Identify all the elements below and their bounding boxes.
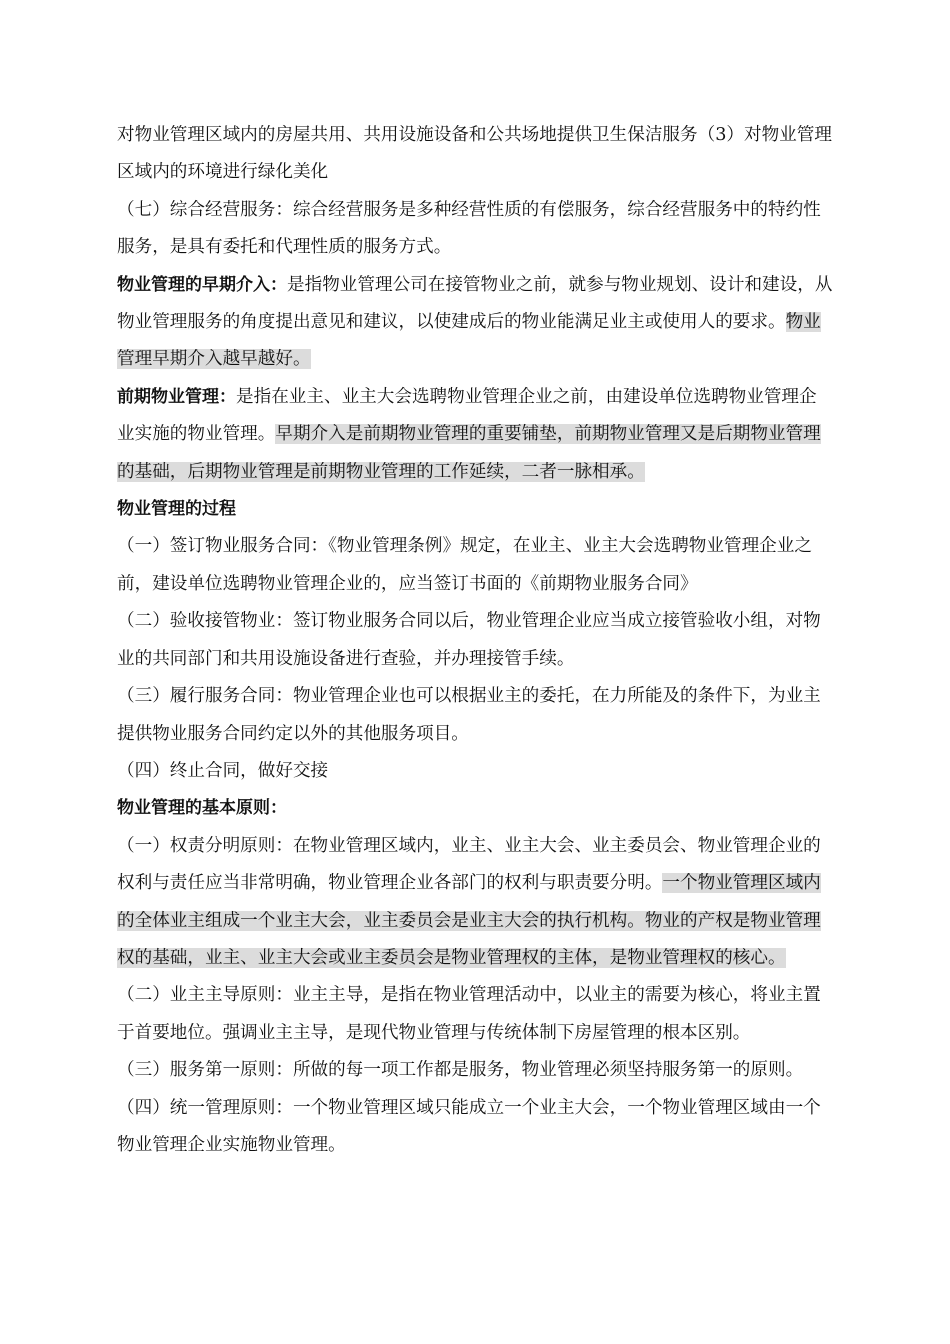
paragraph-principle-1 [117, 828, 833, 978]
paragraph-preliminary-management [117, 379, 833, 491]
paragraph-text: （四）统一管理原则：一个物业管理区域只能成立一个业主大会，一个物业管理区域由一个物业管理企业实施物业管理。 [117, 1097, 821, 1155]
paragraph-process-step-4 [117, 753, 833, 790]
paragraph-process-step-1 [117, 528, 833, 603]
paragraph-principle-3 [117, 1052, 833, 1089]
paragraph-text: （一）权责分明原则：在物业管理区域内，业主、业主大会、业主委员会、物业管理企业的权利与责任应当非常明确，物业管理企业各部门的权利与职责要分明。 [117, 835, 821, 894]
paragraph-text: （二）业主主导原则：业主主导，是指在物业管理活动中，以业主的需要为核心，将业主置于首要地位。强调业主主导，是现代物业管理与传统体制下房屋管理的根本区别。 [117, 985, 821, 1043]
paragraph-process-step-3 [117, 678, 833, 753]
document-page [117, 117, 833, 1164]
highlighted-text: 一个物业管理区域内的全体业主组成一个业主大会，业主委员会是业主大会的执行机构。物业的产权是物业管理权的基础，业主、业主大会或业主委员会是物业管理权的主体，是物业管理权的核心。 [117, 873, 821, 968]
paragraph-text: （七）综合经营服务：综合经营服务是多种经营性质的有偿服务，综合经营服务中的特约性服务，是具有委托和代理性质的服务方式。 [117, 199, 821, 258]
paragraph-process-step-2 [117, 603, 833, 678]
definition-text: 是指物业管理公司在接管物业之前，就参与物业规划、设计和建设，从物业管理服务的角度提出意见和建议，以使建成后的物业能满足业主或使用人的要求。 [117, 274, 833, 333]
paragraph-text: （三）履行服务合同：物业管理企业也可以根据业主的委托，在力所能及的条件下，为业主提供物业服务合同约定以外的其他服务项目。 [117, 686, 821, 744]
paragraph-text: （四）终止合同，做好交接 [117, 760, 329, 781]
term-early-intervention: 物业管理的早期介入： [117, 274, 287, 295]
term-preliminary-management: 前期物业管理： [117, 386, 236, 407]
paragraph-sanitation-greening [117, 117, 833, 192]
highlighted-text: 早期介入是前期物业管理的重要铺垫，前期物业管理又是后期物业管理的基础，后期物业管理是前期物业管理的工作延续，二者一脉相承。 [117, 424, 821, 482]
definition-text: 是指在业主、业主大会选聘物业管理企业之前，由建设单位选聘物业管理企业实施的物业管理。 [117, 386, 817, 445]
paragraph-text: （一）签订物业服务合同：《物业管理条例》规定，在业主、业主大会选聘物业管理企业之前，建设单位选聘物业管理企业的，应当签订书面的《前期物业服务合同》 [117, 536, 812, 594]
paragraph-text: （二）验收接管物业：签订物业服务合同以后，物业管理企业应当成立接管验收小组，对物业的共同部门和共用设施设备进行查验，并办理接管手续。 [117, 611, 821, 669]
heading-basic-principles: 物业管理的基本原则： [117, 798, 287, 819]
paragraph-early-intervention [117, 267, 833, 379]
paragraph-comprehensive-service [117, 192, 833, 267]
paragraph-principle-4 [117, 1090, 833, 1165]
paragraph-text: （三）服务第一原则：所做的每一项工作都是服务，物业管理必须坚持服务第一的原则。 [117, 1060, 804, 1081]
highlighted-text: 物业管理早期介入越早越好。 [117, 312, 821, 370]
paragraph-principle-2 [117, 977, 833, 1052]
paragraph-text: 对物业管理区域内的房屋共用、共用设施设备和公共场地提供卫生保洁服务（3）对物业管理区域内的环境进行绿化美化 [117, 125, 832, 183]
heading-management-process: 物业管理的过程 [117, 499, 236, 520]
